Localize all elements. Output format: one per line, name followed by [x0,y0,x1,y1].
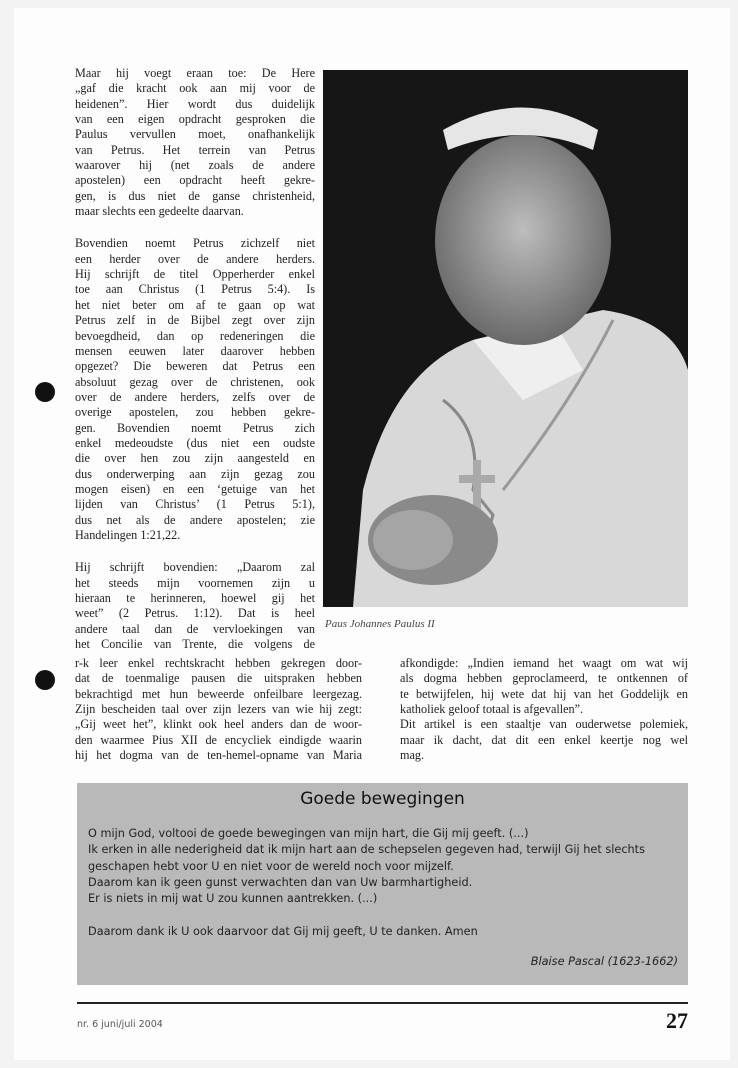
text-line: hieraan te herinneren, hoewel gij het [75,591,315,605]
text-line: weet” (2 Petrus. 1:12). Dat is heel [75,606,315,621]
page-number: 27 [666,1008,688,1033]
quote-line: Daarom dank ik U ook daarvoor dat Gij mij geeft, U te danken. Amen [88,924,478,938]
punch-hole [35,382,55,402]
photo-pope [323,70,688,607]
footer-rule [77,1002,688,1004]
text-line: het steeds mijn voornemen zijn u [75,575,315,590]
quote-line: geschapen hebt voor U en niet voor de wereld noch voor mijzelf. [88,859,454,873]
text-line: dus onderwerping aan zijn gezag zou [75,466,315,481]
text-line: die over hen zou zijn aangesteld en [75,451,315,466]
text-line: enkel medeoudste (dus niet een oudste [75,435,315,450]
text-line: bekrachtigd met hun beweerde onfeilbare leergezag. [75,686,362,701]
paragraph [75,236,315,543]
quote-line: Ik erken in alle nederigheid dat ik mijn hart aan de schepselen gegeven had, terwijl Gij het slechts [88,843,646,857]
text-line: den waarmee Pius XII de encycliek eindigde waarin [75,732,362,747]
issue-label: nr. 6 juni/juli 2004 [77,1019,163,1030]
text-line: Handelingen 1:21,22. [75,527,181,542]
text-line: een herder over de andere herders. [75,251,315,266]
quote-signature: Blaise Pascal (1623-1662) [530,955,678,968]
quote-line: Daarom kan ik geen gunst verwachten dan van Uw barmhartigheid. [88,875,473,889]
bottom-right-column [400,656,688,763]
text-line: Bovendien noemt Petrus zichzelf niet [75,236,315,251]
text-line: Maar hij voegt eraan toe: De Here [75,66,315,80]
text-line: overige apostelen, zou hebben gekre- [75,405,315,420]
text-line: te betwijfelen, hij wete dat hij van het Goddelijk en [400,686,688,701]
text-line: maar ik dacht, dat dit een enkel keertje nog wel [400,732,688,747]
text-line: over de andere herders, zelfs over de [75,389,315,404]
text-line: toe aan Christus (1 Petrus 5:4). Is [75,282,315,297]
text-line: heidenen”. Hier wordt dus duidelijk [75,96,315,111]
text-line: absoluut gezag over de christenen, ook [75,374,315,389]
text-line: Zijn bescheiden taal over zijn lezers van wie hij zegt: [75,702,362,717]
text-line: katholiek geloof totaal is afgevallen”. [400,702,584,717]
text-line: dus net als de andere apostelen; zie [75,512,315,527]
text-line: Petrus zelf in de Bijbel zegt over zijn [75,313,315,328]
left-column [75,66,315,652]
text-line: hij het dogma van de ten-hemel-opname van Maria [75,748,362,763]
text-line: afkondigde: „Indien iemand het waagt om wat wij [400,656,688,670]
text-line: dat de toenmalige pausen die uitspraken hebben [75,671,362,686]
text-line: gen. Bovendien noemt Petrus zich [75,420,315,435]
paragraph [75,66,315,219]
text-line: Hij schrijft de titel Opperherder enkel [75,267,315,282]
text-line: van een eigen opdracht gesproken die [75,112,315,127]
text-line: apostelen) een opdracht heeft gekre- [75,173,315,188]
text-line: opgezet? Die beweren dat Petrus een [75,359,315,374]
text-line: van Petrus. Het terrein van Petrus [75,142,315,157]
photo-caption: Paus Johannes Paulus II [325,618,435,630]
text-line: bevoegdheid, dan op redeneringen die [75,328,315,343]
text-line: lijden van Christus’ (1 Petrus 5:1), [75,497,315,512]
paragraph [75,560,315,652]
text-line: als dogma hebben geproclameerd, te ontkennen of [400,671,688,686]
text-line: andere taal dan de vervloekingen van [75,621,315,636]
text-line: maar slechts een gedeelte daarvan. [75,204,244,219]
text-line: mag. [400,748,425,763]
pope-portrait-image [323,70,688,607]
text-line: Hij schrijft bovendien: „Daarom zal [75,560,315,575]
bottom-left-column [75,656,362,763]
text-line: gen, is dus niet de ganse christenheid, [75,188,315,203]
text-line: mogen eisen) en een ‘getuige van het [75,481,315,496]
text-line: „gaf die kracht ook aan mij voor de [75,81,315,96]
text-line: mensen eeuwen later daarover hebben [75,343,315,358]
text-line: het Concilie van Trente, die volgens de [75,637,315,652]
text-line: Dit artikel is een staaltje van ouderwetse polemiek, [400,717,688,732]
quote-title: Goede bewegingen [300,789,465,809]
punch-hole [35,670,55,690]
quote-line: Er is niets in mij wat U zou kunnen aantrekken. (...) [88,892,378,906]
text-line: Paulus vervullen moet, onafhankelijk [75,127,315,142]
text-line: r-k leer enkel rechtskracht hebben gekregen door- [75,656,362,670]
text-line: „Gij weet het”, klinkt ook heel anders dan de woor- [75,717,362,732]
quote-box [77,783,688,985]
quote-line: O mijn God, voltooi de goede bewegingen van mijn hart, die Gij mij geeft. (...) [88,827,529,840]
text-line: het niet beter om af te gaan op wat [75,297,315,312]
text-line: waarover hij (net zoals de andere [75,158,315,173]
